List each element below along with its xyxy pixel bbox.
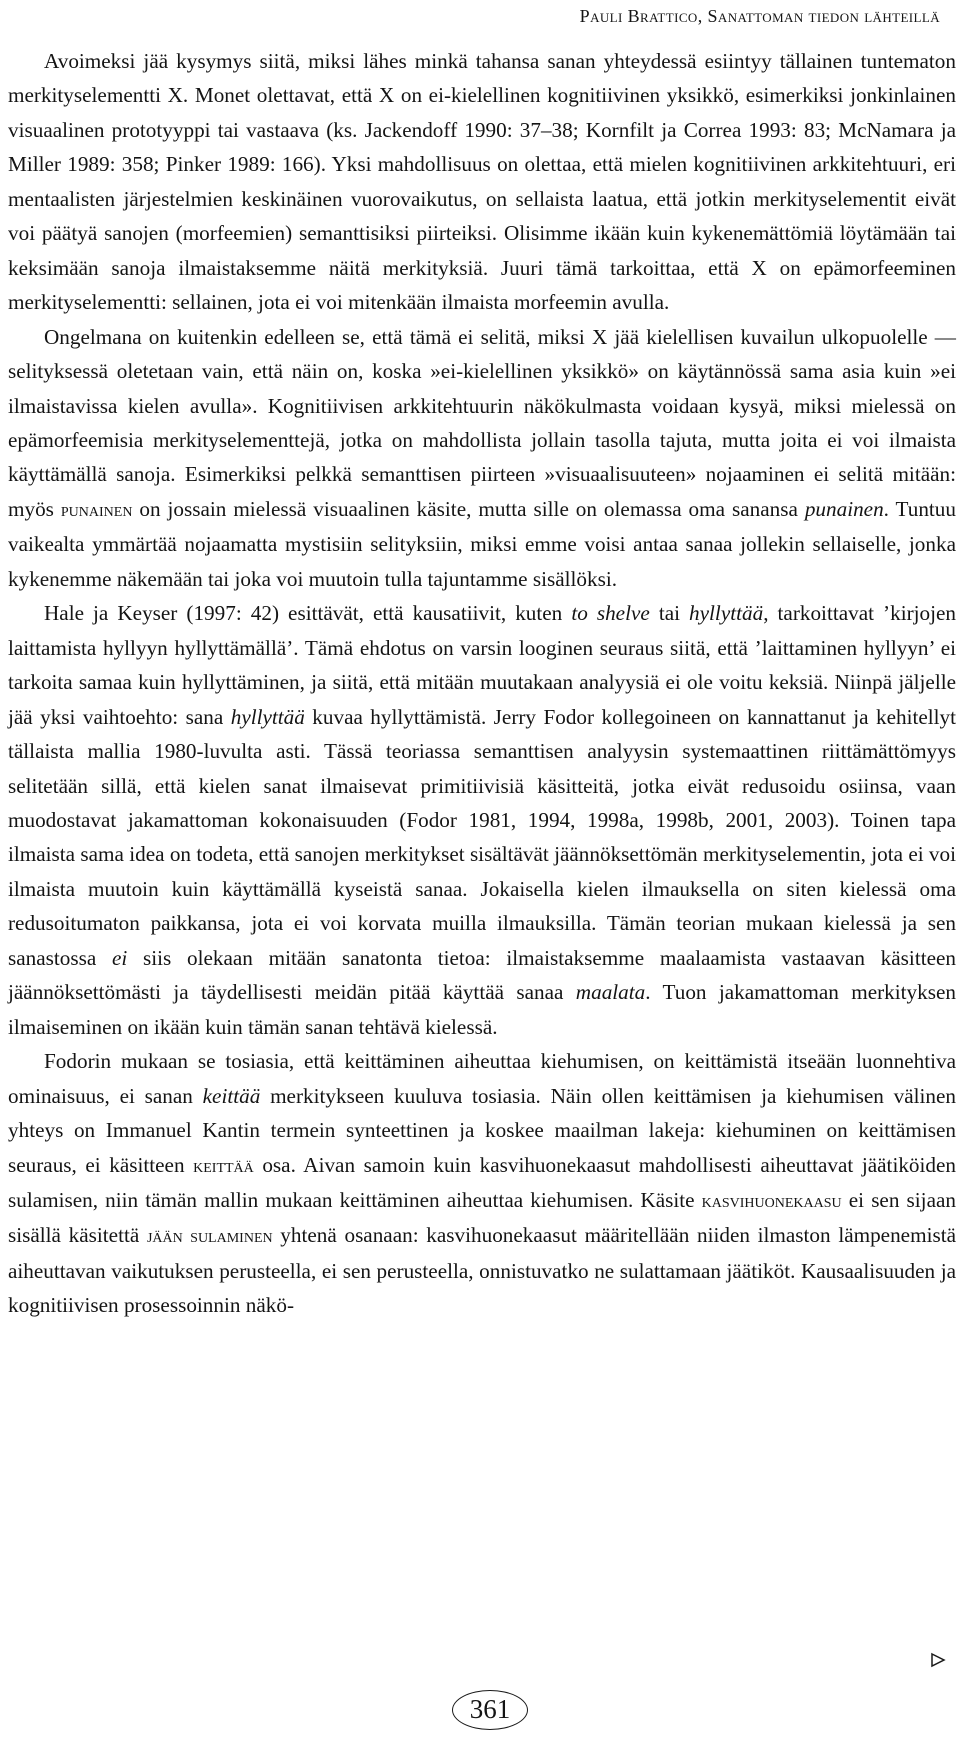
body-text [8,44,956,1323]
paragraph [8,1044,956,1323]
text-segment: merkitykseen kuuluva tosiasia. Näin ollen keittämisen ja kiehumisen välinen yhteys on Immanuel Kantin termein synteettinen ja koskee maailman lakeja: kiehuminen on keittämisen seuraus, ei käsitteen [8,1083,956,1177]
text-segment: kuvaa hyllyttämistä. Jerry Fodor kollegoineen on kannattanut ja kehitellyt tällaista mallia 1980-luvulta asti. Tässä teoriassa semanttisen analyysin systemaattinen riittämättömyys selitetään sillä, että kielen sanat ilmaisevat primitiivisiä käsitteitä, jotka eivät redusoidu osiinsa, vaan muodostavat jakamattoman kokonaisuuden (Fodor 1981, 1994, 1998a, 1998b, 2001, 2003). Toinen tapa ilmaista sama idea on todeta, että sanojen merkitykset sisältävät jäännöksettömän merkityselementin, jota ei voi ilmaista muutoin kuin käyttämällä kyseistä sanaa. Jokaisella kielen ilmauksella on siten kielessä oma redusoitumaton paikkansa, jota ei voi korvata muilla ilmauksilla. Tämän teorian mukaan kielessä ja sen sanastossa [8,704,957,970]
text-segment: tai [649,601,690,626]
text-segment: Hale ja Keyser (1997: 42) esittävät, että kausatiivit, kuten [44,601,572,626]
text-segment: Avoimeksi jää kysymys siitä, miksi lähes minkä tahansa sanan yhteydessä esiintyy tällainen tuntematon merkityselementti X. Monet olettavat, että X on ei-kielellinen kognitiivinen yksikkö, esimerkiksi jonkinlainen visuaalinen prototyyppi tai vastaava (ks. Jackendoff 1990: 37–38; Kornfilt ja Correa 1993: 83; McNamara ja Miller 1989: 358; Pinker 1989: 166). Yksi mahdollisuus on olettaa, että mielen kognitiivinen arkkitehtuuri, eri mentaalisten järjestelmien keskinäinen vuorovaikutus, on sellaista laatua, että jotkin merkityselementit eivät voi päätyä sanojen (morfeemien) semanttisiksi piirteiksi. Olisimme ikään kuin kykenemättömiä löytämään tai keksimään sanoja ilmaistaksemme näitä merkityksiä. Juuri tämä tarkoittaa, että X on epämorfeeminen merkityselementti: sellainen, jota ei voi mitenkään ilmaista morfeemin avulla. [8,49,956,315]
text-segment: , tarkoittavat ’kirjojen laittamista hyllyyn hyllyttämällä’. Tämä ehdotus on varsin looginen seuraus siitä, että ’laittaminen hyllyyn’ ei tarkoita samaa kuin hyllyttäminen, ja siitä, että mitään muutakaan analyysiä ei ole voitu keksiä. Niinpä jäljelle jää yksi vaihtoehto: sana [8,601,956,729]
italic-term: maalata [575,980,646,1005]
triangle-right-icon [930,1652,946,1668]
text-segment: Ongelmana on kuitenkin edelleen se, että tämä ei selitä, miksi X jää kielellisen kuvailun ulkopuolelle — selityksessä oletetaan vain, että näin on, koska »ei-kielellinen yksikkö» on käytännössä sama asia kuin »ei ilmaistavissa kielen avulla». Kognitiivisen arkkitehtuurin näkökulmasta voidaan kysyä, miksi mielessä on epämorfeemisia merkityselementtejä, jotka on mahdollista jollain tasolla tajuta, mutta joita ei voi ilmaista käyttämällä sanoja. Esimerkiksi pelkkä semanttisen piirteen »visuaalisuuteen» nojaaminen ei selitä mitään: myös [8,324,956,521]
text-segment: yhtenä osanaan: kasvihuonekaasut määritellään niiden ilmaston lämpenemistä aiheuttavan vaikutuksen perusteella, ei sen perusteella, onnistuvatko ne sulattamaan jäätiköt. Kausaalisuuden ja kognitiivisen prosessoinnin näkö- [8,1223,956,1318]
text-segment: Fodorin mukaan se tosiasia, että keittäminen aiheuttaa kiehumisen, on keittämistä itseään luonnehtiva ominaisuus, ei sanan [8,1049,956,1108]
italic-term: punainen [804,496,884,521]
italic-term: to shelve [571,601,650,626]
italic-term: keittää [202,1083,261,1108]
text-segment: on jossain mielessä visuaalinen käsite, mutta sille on olemassa oma sanansa [132,496,805,521]
text-segment: osa. Aivan samoin kuin kasvihuonekaasut mahdollisesti aiheuttavat jäätiköiden sulamisen, niin tämän mallin mukaan keittäminen aiheuttaa kiehumisen. Käsite [8,1152,956,1212]
smallcaps-term: punainen [60,498,133,521]
italic-term: hyllyttää [689,601,764,626]
smallcaps-term: kasvihuonekaasu [701,1189,842,1212]
text-segment: . Tuon jakamattoman merkityksen ilmaiseminen on ikään kuin tämän sanan tehtävä kielessä. [8,980,956,1039]
italic-term: ei [112,945,128,970]
paragraph [8,596,956,1044]
running-head: Pauli Brattico, Sanattoman tiedon lähteillä [579,6,940,26]
text-segment: siis olekaan mitään sanatonta tietoa: ilmaistaksemme maalaamista vastaavan käsitteen jäännöksettömästi ja täydellisesti meidän pitää käyttää sanaa [8,945,956,1005]
paragraph [8,320,956,597]
text-segment: . Tuntuu vaikealta ymmärtää nojaamatta mystisiin selityksiin, miksi emme voisi antaa sanaa jollekin sellaiselle, jonka kykenemme näkemään tai joka voi muutoin tulla tajuntamme sisällöksi. [8,496,956,591]
smallcaps-term: keittää [193,1154,254,1177]
paragraph [8,44,956,320]
text-segment: ei sen sijaan sisällä käsitettä [8,1187,956,1248]
smallcaps-term: jään sulaminen [146,1225,273,1248]
italic-term: hyllyttää [230,704,305,729]
page-number: 361 [452,1690,528,1730]
